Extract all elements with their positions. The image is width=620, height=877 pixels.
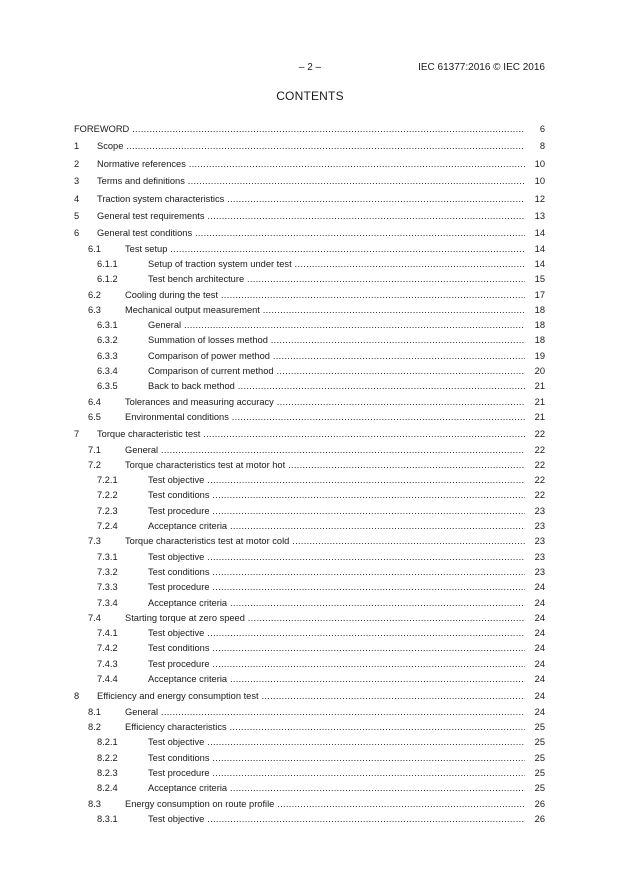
toc-entry-title: Efficiency and energy consumption test ..... bbox=[97, 689, 525, 704]
toc-entry[interactable] bbox=[74, 781, 545, 796]
toc-entry-title: Torque characteristics test at motor hot ..... bbox=[125, 458, 525, 473]
toc-entry-title: Test procedure ..... bbox=[148, 580, 525, 595]
toc-entry-number: 6.1 bbox=[88, 242, 101, 257]
toc-entry[interactable] bbox=[74, 720, 545, 735]
toc-entry-page: 26 bbox=[525, 812, 545, 827]
toc-entry-title: Setup of traction system under test ..... bbox=[148, 257, 525, 272]
toc-entry-number: 7.2.3 bbox=[97, 504, 118, 519]
toc-entry[interactable] bbox=[74, 534, 545, 549]
toc-entry-number: 7.4.1 bbox=[97, 626, 118, 641]
toc-entry-number: 7.4.2 bbox=[97, 641, 118, 656]
toc-entry-number: 6.3.3 bbox=[97, 349, 118, 364]
toc-entry-title: FOREWORD ..... bbox=[74, 122, 525, 137]
toc-entry-number: 8.2.4 bbox=[97, 781, 118, 796]
toc-entry-page: 14 bbox=[525, 242, 545, 257]
toc-entry[interactable] bbox=[74, 657, 545, 672]
toc-entry-title: General test conditions ..... bbox=[97, 226, 525, 241]
toc-entry[interactable] bbox=[74, 672, 545, 687]
toc-entry-title: Acceptance criteria ..... bbox=[148, 519, 525, 534]
toc-entry-number: 1 bbox=[74, 139, 79, 154]
toc-entry-number: 6 bbox=[74, 226, 79, 241]
toc-entry-title: General ..... bbox=[125, 705, 525, 720]
toc-entry-title: Test bench architecture ..... bbox=[148, 272, 525, 287]
toc-entry-title: Summation of losses method ..... bbox=[148, 333, 525, 348]
toc-entry-page: 15 bbox=[525, 272, 545, 287]
toc-entry[interactable] bbox=[74, 379, 545, 394]
toc-entry-title: General ..... bbox=[125, 443, 525, 458]
toc-entry-page: 21 bbox=[525, 410, 545, 425]
toc-entry-page: 23 bbox=[525, 565, 545, 580]
toc-entry-number: 6.1.2 bbox=[97, 272, 118, 287]
toc-entry[interactable] bbox=[74, 458, 545, 473]
toc-entry-page: 8 bbox=[525, 139, 545, 154]
toc-entry-title: Test conditions ..... bbox=[148, 641, 525, 656]
toc-entry[interactable] bbox=[74, 751, 545, 766]
toc-entry[interactable] bbox=[74, 410, 545, 425]
toc-entry-page: 22 bbox=[525, 443, 545, 458]
toc-entry-title: Back to back method ..... bbox=[148, 379, 525, 394]
toc-entry[interactable] bbox=[74, 580, 545, 595]
toc-entry[interactable] bbox=[74, 641, 545, 656]
toc-entry-page: 10 bbox=[525, 174, 545, 189]
toc-entry[interactable] bbox=[74, 257, 545, 272]
toc-entry[interactable] bbox=[74, 550, 545, 565]
toc-entry-page: 17 bbox=[525, 288, 545, 303]
toc-entry-page: 24 bbox=[525, 611, 545, 626]
table-of-contents bbox=[74, 122, 545, 827]
toc-entry-title: Test objective ..... bbox=[148, 735, 525, 750]
toc-entry-number: 7.4 bbox=[88, 611, 101, 626]
toc-entry-number: 6.3 bbox=[88, 303, 101, 318]
toc-entry-page: 23 bbox=[525, 550, 545, 565]
toc-entry-page: 22 bbox=[525, 473, 545, 488]
toc-entry[interactable] bbox=[74, 139, 545, 154]
toc-entry-page: 25 bbox=[525, 720, 545, 735]
toc-entry[interactable] bbox=[74, 272, 545, 287]
toc-entry-title: Comparison of current method ..... bbox=[148, 364, 525, 379]
toc-entry[interactable] bbox=[74, 303, 545, 318]
toc-entry-number: 7.3.3 bbox=[97, 580, 118, 595]
toc-entry-number: 6.3.4 bbox=[97, 364, 118, 379]
toc-entry-title: Starting torque at zero speed ..... bbox=[125, 611, 525, 626]
toc-entry-title: Test conditions ..... bbox=[148, 565, 525, 580]
toc-entry[interactable] bbox=[74, 596, 545, 611]
toc-entry-page: 20 bbox=[525, 364, 545, 379]
toc-entry[interactable] bbox=[74, 797, 545, 812]
toc-entry-number: 7.3.1 bbox=[97, 550, 118, 565]
toc-entry-title: Cooling during the test ..... bbox=[125, 288, 525, 303]
toc-entry-page: 22 bbox=[525, 427, 545, 442]
toc-entry-page: 21 bbox=[525, 379, 545, 394]
toc-entry-number: 8.3.1 bbox=[97, 812, 118, 827]
toc-entry-page: 18 bbox=[525, 303, 545, 318]
toc-entry-page: 25 bbox=[525, 735, 545, 750]
toc-entry-page: 6 bbox=[525, 122, 545, 137]
toc-entry[interactable] bbox=[74, 565, 545, 580]
toc-entry-title: Normative references ..... bbox=[97, 157, 525, 172]
toc-entry-page: 25 bbox=[525, 781, 545, 796]
toc-entry[interactable] bbox=[74, 122, 545, 137]
toc-entry-number: 7 bbox=[74, 427, 79, 442]
toc-entry[interactable] bbox=[74, 766, 545, 781]
toc-entry-number: 7.4.3 bbox=[97, 657, 118, 672]
toc-entry-page: 23 bbox=[525, 534, 545, 549]
toc-entry-title: Acceptance criteria ..... bbox=[148, 781, 525, 796]
toc-entry[interactable] bbox=[74, 209, 545, 224]
toc-entry[interactable] bbox=[74, 318, 545, 333]
toc-entry-page: 18 bbox=[525, 318, 545, 333]
toc-entry-page: 24 bbox=[525, 641, 545, 656]
toc-entry[interactable] bbox=[74, 473, 545, 488]
toc-entry-number: 7.3.4 bbox=[97, 596, 118, 611]
toc-entry-title: Test objective ..... bbox=[148, 473, 525, 488]
toc-entry-title: Test objective ..... bbox=[148, 550, 525, 565]
toc-entry-title: Test objective ..... bbox=[148, 626, 525, 641]
toc-entry-page: 24 bbox=[525, 705, 545, 720]
toc-entry-number: 8.1 bbox=[88, 705, 101, 720]
toc-entry[interactable] bbox=[74, 192, 545, 207]
toc-entry-title: Tolerances and measuring accuracy ..... bbox=[125, 395, 525, 410]
toc-entry[interactable] bbox=[74, 443, 545, 458]
toc-entry-number: 4 bbox=[74, 192, 79, 207]
toc-entry-number: 8.3 bbox=[88, 797, 101, 812]
toc-entry-title: General test requirements ..... bbox=[97, 209, 525, 224]
toc-entry[interactable] bbox=[74, 705, 545, 720]
toc-entry-number: 6.4 bbox=[88, 395, 101, 410]
toc-entry-title: Mechanical output measurement ..... bbox=[125, 303, 525, 318]
toc-entry-title: Test conditions ..... bbox=[148, 751, 525, 766]
toc-entry-page: 24 bbox=[525, 626, 545, 641]
toc-entry-number: 7.2 bbox=[88, 458, 101, 473]
toc-entry-title: Terms and definitions ..... bbox=[97, 174, 525, 189]
toc-entry-number: 7.4.4 bbox=[97, 672, 118, 687]
toc-entry-page: 23 bbox=[525, 504, 545, 519]
toc-entry-page: 25 bbox=[525, 751, 545, 766]
toc-entry-number: 6.1.1 bbox=[97, 257, 118, 272]
toc-entry-number: 8.2.3 bbox=[97, 766, 118, 781]
toc-entry-page: 24 bbox=[525, 657, 545, 672]
toc-entry-page: 25 bbox=[525, 766, 545, 781]
toc-entry[interactable] bbox=[74, 611, 545, 626]
toc-entry-number: 8 bbox=[74, 689, 79, 704]
toc-entry-page: 22 bbox=[525, 488, 545, 503]
toc-entry-title: Test setup ..... bbox=[125, 242, 525, 257]
toc-entry-title: Test procedure ..... bbox=[148, 657, 525, 672]
toc-entry[interactable] bbox=[74, 157, 545, 172]
toc-entry[interactable] bbox=[74, 226, 545, 241]
toc-entry-title: Environmental conditions ..... bbox=[125, 410, 525, 425]
toc-entry[interactable] bbox=[74, 364, 545, 379]
toc-entry-number: 7.1 bbox=[88, 443, 101, 458]
toc-entry-page: 18 bbox=[525, 333, 545, 348]
toc-entry-title: Energy consumption on route profile ..... bbox=[125, 797, 525, 812]
toc-entry-page: 22 bbox=[525, 458, 545, 473]
toc-entry[interactable] bbox=[74, 735, 545, 750]
toc-entry-title: Comparison of power method ..... bbox=[148, 349, 525, 364]
toc-entry-number: 2 bbox=[74, 157, 79, 172]
page-number: – 2 – bbox=[298, 62, 322, 73]
toc-entry[interactable] bbox=[74, 333, 545, 348]
toc-entry-page: 14 bbox=[525, 226, 545, 241]
toc-entry-page: 24 bbox=[525, 689, 545, 704]
toc-entry-number: 7.2.1 bbox=[97, 473, 118, 488]
toc-entry-title: Test procedure ..... bbox=[148, 766, 525, 781]
toc-entry[interactable] bbox=[74, 812, 545, 827]
toc-entry-title: Torque characteristics test at motor cold ..... bbox=[125, 534, 525, 549]
toc-entry-page: 26 bbox=[525, 797, 545, 812]
toc-entry[interactable] bbox=[74, 174, 545, 189]
toc-entry-title: Test conditions ..... bbox=[148, 488, 525, 503]
toc-entry-title: Torque characteristic test ..... bbox=[97, 427, 525, 442]
toc-entry-title: Acceptance criteria ..... bbox=[148, 596, 525, 611]
toc-entry-number: 6.3.5 bbox=[97, 379, 118, 394]
toc-entry-page: 21 bbox=[525, 395, 545, 410]
toc-entry[interactable] bbox=[74, 349, 545, 364]
toc-entry-number: 8.2.1 bbox=[97, 735, 118, 750]
toc-entry-title: Acceptance criteria ..... bbox=[148, 672, 525, 687]
toc-entry-title: Test procedure ..... bbox=[148, 504, 525, 519]
toc-entry-number: 8.2.2 bbox=[97, 751, 118, 766]
standard-reference: IEC 61377:2016 © IEC 2016 bbox=[418, 62, 545, 73]
toc-entry-number: 7.3.2 bbox=[97, 565, 118, 580]
toc-entry-number: 7.2.2 bbox=[97, 488, 118, 503]
toc-entry-number: 5 bbox=[74, 209, 79, 224]
toc-entry-page: 19 bbox=[525, 349, 545, 364]
toc-entry[interactable] bbox=[74, 488, 545, 503]
toc-entry[interactable] bbox=[74, 519, 545, 534]
toc-entry-page: 10 bbox=[525, 157, 545, 172]
toc-entry-title: Efficiency characteristics ..... bbox=[125, 720, 525, 735]
toc-entry[interactable] bbox=[74, 689, 545, 704]
toc-entry[interactable] bbox=[74, 242, 545, 257]
toc-entry-number: 6.5 bbox=[88, 410, 101, 425]
toc-entry[interactable] bbox=[74, 427, 545, 442]
toc-entry-number: 7.3 bbox=[88, 534, 101, 549]
toc-entry-page: 23 bbox=[525, 519, 545, 534]
toc-entry-title: Test objective ..... bbox=[148, 812, 525, 827]
toc-entry-page: 13 bbox=[525, 209, 545, 224]
toc-entry-page: 24 bbox=[525, 596, 545, 611]
toc-entry[interactable] bbox=[74, 626, 545, 641]
toc-entry-title: General ..... bbox=[148, 318, 525, 333]
toc-entry-number: 6.2 bbox=[88, 288, 101, 303]
toc-entry-number: 8.2 bbox=[88, 720, 101, 735]
toc-entry-number: 3 bbox=[74, 174, 79, 189]
toc-entry[interactable] bbox=[74, 504, 545, 519]
toc-entry-title: Traction system characteristics ..... bbox=[97, 192, 525, 207]
toc-entry-page: 24 bbox=[525, 672, 545, 687]
toc-entry-page: 24 bbox=[525, 580, 545, 595]
toc-entry-page: 14 bbox=[525, 257, 545, 272]
toc-entry-number: 7.2.4 bbox=[97, 519, 118, 534]
toc-entry-number: 6.3.1 bbox=[97, 318, 118, 333]
toc-entry[interactable] bbox=[74, 288, 545, 303]
toc-entry[interactable] bbox=[74, 395, 545, 410]
toc-entry-number: 6.3.2 bbox=[97, 333, 118, 348]
toc-entry-page: 12 bbox=[525, 192, 545, 207]
page-title: CONTENTS bbox=[276, 89, 344, 103]
toc-entry-title: Scope ..... bbox=[97, 139, 525, 154]
